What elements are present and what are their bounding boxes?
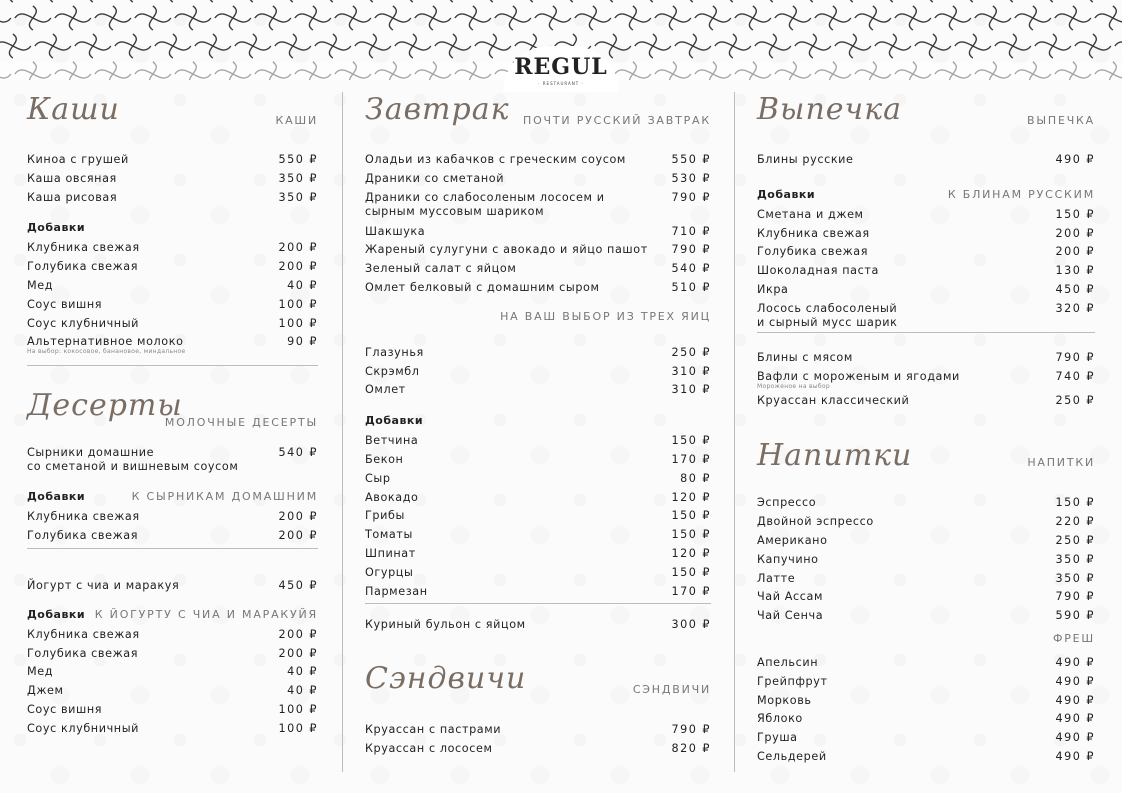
menu-item: Круассан с пастрами 790 ₽ xyxy=(365,723,711,737)
addon-item: Шоколадная паста 130 ₽ xyxy=(757,264,1095,278)
menu-item: Морковь 490 ₽ xyxy=(757,693,1095,707)
section-script-title: Напитки xyxy=(757,438,913,474)
kashi-addons xyxy=(27,241,318,355)
section-header-deserty xyxy=(27,388,318,446)
addon-item: Мед 40 ₽ xyxy=(27,278,318,292)
section-header-kashi xyxy=(27,92,318,153)
addons-header: Добавки К БЛИНАМ РУССКИМ xyxy=(757,187,1095,201)
addon-item: Клубника свежая 200 ₽ xyxy=(27,627,318,641)
section-script-title: Завтрак xyxy=(365,92,510,127)
addon-item: Соус вишня 100 ₽ xyxy=(27,702,318,716)
menu-item: Зеленый салат с яйцом 540 ₽ xyxy=(365,262,711,276)
menu-item: Скрэмбл 310 ₽ xyxy=(365,364,711,378)
addon-item: Клубника свежая 200 ₽ xyxy=(757,226,1095,240)
addon-item: Грибы 150 ₽ xyxy=(365,509,711,523)
column-divider xyxy=(734,92,735,772)
addon-item: Голубика свежая 200 ₽ xyxy=(27,529,318,543)
addon-item: Огурцы 150 ₽ xyxy=(365,565,711,579)
addon-item: Соус вишня 100 ₽ xyxy=(27,297,318,311)
item-note: Мороженое на выбор xyxy=(757,382,830,390)
menu-item: Чай Ассам 790 ₽ xyxy=(757,590,1095,604)
menu-item: Йогурт с чиа и маракуя 450 ₽ xyxy=(27,578,318,592)
menu-item: Блины с мясом 790 ₽ xyxy=(757,350,1095,364)
addon-item: Голубика свежая 200 ₽ xyxy=(27,646,318,660)
addon-item: Клубника свежая 200 ₽ xyxy=(27,241,318,255)
menu-item: Круассан с лососем 820 ₽ xyxy=(365,741,711,755)
section-caps-title: НАПИТКИ xyxy=(1027,456,1095,470)
menu-item: Глазунья 250 ₽ xyxy=(365,345,711,359)
item-note: На выбор: кокосовое, банановое, миндальное xyxy=(27,348,186,356)
section-caps-title: ПОЧТИ РУССКИЙ ЗАВТРАК xyxy=(523,114,711,127)
addon-item: Голубика свежая 200 ₽ xyxy=(757,245,1095,259)
menu-item: Яблоко 490 ₽ xyxy=(757,712,1095,726)
section-caps-title: КАШИ xyxy=(275,114,318,127)
section-script-title: Сэндвичи xyxy=(365,661,527,697)
menu-item: Эспрессо 150 ₽ xyxy=(757,496,1095,510)
menu-item: Киноа с грушей 550 ₽ xyxy=(27,153,318,166)
addon-item: Сметана и джем 150 ₽ xyxy=(757,207,1095,221)
menu-item: Американо 250 ₽ xyxy=(757,533,1095,547)
menu-item: Омлет белковый с домашним сыром 510 ₽ xyxy=(365,280,711,294)
menu-item: Груша 490 ₽ xyxy=(757,731,1095,745)
addon-item: Джем 40 ₽ xyxy=(27,684,318,698)
menu-item: Жареный сулугуни с авокадо и яйцо пашот 790 ₽ xyxy=(365,243,711,257)
menu-item: Оладьи из кабачков с греческим соусом 550 ₽ xyxy=(365,153,711,166)
menu-item: Вафли с мороженым и ягодами 740 ₽ xyxy=(757,369,1095,383)
menu-item: Драники со сметаной 530 ₽ xyxy=(365,171,711,185)
menu-item: Драники со слабосоленым лососем и сырным муссовым шариком 790 ₽ xyxy=(365,190,711,218)
addons-header: Добавки К ЙОГУРТУ С ЧИА И МАРАКУЙЯ xyxy=(27,607,318,621)
addon-item: Лосось слабосоленый и сырный мусс шарик 320 ₽ xyxy=(757,301,1095,329)
section-caps-title: ВЫПЕЧКА xyxy=(1027,114,1095,127)
kashi-items xyxy=(27,153,318,209)
section-header-zavtrak xyxy=(365,92,711,153)
addon-item: Альтернативное молоко 90 ₽ xyxy=(27,335,318,349)
addon-item: Авокадо 120 ₽ xyxy=(365,490,711,504)
addon-item: Икра 450 ₽ xyxy=(757,282,1095,296)
menu-item: Куриный бульон с яйцом 300 ₽ xyxy=(365,618,711,632)
section-header-vypechka xyxy=(757,92,1095,153)
section-header-napitki xyxy=(757,438,1095,496)
column-divider xyxy=(342,92,343,772)
section-script-title: Каши xyxy=(27,92,120,127)
menu-item: Блины русские 490 ₽ xyxy=(757,153,1095,166)
section-caps-title: МОЛОЧНЫЕ ДЕСЕРТЫ xyxy=(164,416,318,430)
addons-header: Добавки xyxy=(365,414,424,428)
section-script-title: Десерты xyxy=(27,388,183,424)
addon-item: Клубника свежая 200 ₽ xyxy=(27,510,318,524)
section-script-title: Выпечка xyxy=(757,92,903,127)
menu-item: Омлет 310 ₽ xyxy=(365,383,711,397)
menu-item: Каша рисовая 350 ₽ xyxy=(27,190,318,204)
addon-item: Голубика свежая 200 ₽ xyxy=(27,260,318,274)
column-right xyxy=(757,92,1095,769)
addons-header: Добавки xyxy=(27,221,86,235)
addons-header: Добавки К СЫРНИКАМ ДОМАШНИМ xyxy=(27,490,318,504)
addon-item: Сыр 80 ₽ xyxy=(365,471,711,485)
addon-item: Шпинат 120 ₽ xyxy=(365,546,711,560)
fresh-caps-title: ФРЕШ xyxy=(1052,631,1095,645)
addon-item: Соус клубничный 100 ₽ xyxy=(27,721,318,735)
column-middle xyxy=(365,92,711,761)
addon-item: Соус клубничный 100 ₽ xyxy=(27,316,318,330)
section-caps-title: СЭНДВИЧИ xyxy=(632,683,711,697)
section-header-sendvichi xyxy=(365,661,711,723)
addon-item: Пармезан 170 ₽ xyxy=(365,584,711,598)
menu-item: Капучино 350 ₽ xyxy=(757,552,1095,566)
eggs-caps-title: НА ВАШ ВЫБОР ИЗ ТРЕХ ЯИЦ xyxy=(500,309,711,323)
addon-item: Мед 40 ₽ xyxy=(27,665,318,679)
menu-item: Сельдерей 490 ₽ xyxy=(757,749,1095,763)
menu-item: Чай Сенча 590 ₽ xyxy=(757,609,1095,623)
menu-item: Каша овсяная 350 ₽ xyxy=(27,171,318,185)
addon-item: Бекон 170 ₽ xyxy=(365,452,711,466)
logo-text: REGUL xyxy=(514,54,608,80)
menu-item: Двойной эспрессо 220 ₽ xyxy=(757,515,1095,529)
menu-item: Сырники домашние со сметаной и вишневым соусом 540 ₽ xyxy=(27,446,318,474)
logo-subtitle: · RESTAURANT · xyxy=(538,81,584,86)
menu-item: Круассан классический 250 ₽ xyxy=(757,393,1095,407)
menu-item: Латте 350 ₽ xyxy=(757,571,1095,585)
column-left xyxy=(27,92,318,741)
addon-item: Ветчина 150 ₽ xyxy=(365,434,711,448)
menu-item: Грейпфрут 490 ₽ xyxy=(757,674,1095,688)
menu-item: Шакшука 710 ₽ xyxy=(365,224,711,238)
menu-item: Апельсин 490 ₽ xyxy=(757,655,1095,669)
addon-item: Томаты 150 ₽ xyxy=(365,528,711,542)
